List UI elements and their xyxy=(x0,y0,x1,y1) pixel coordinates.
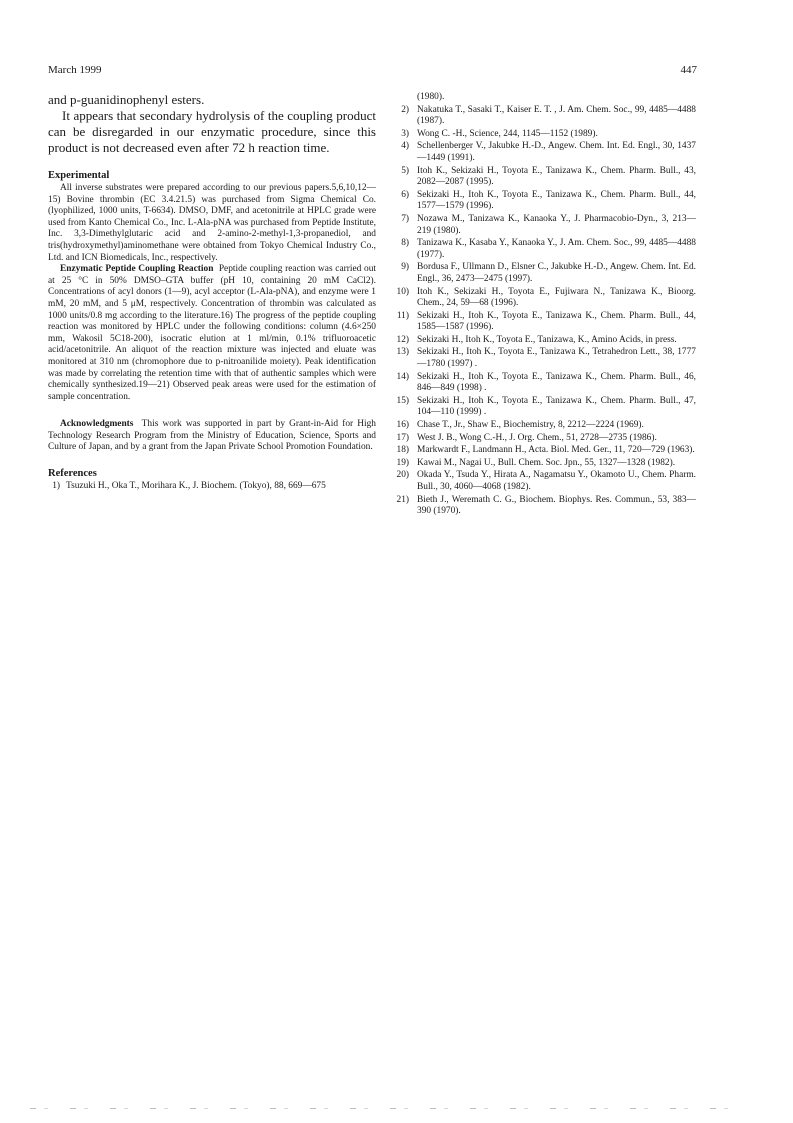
reference-item xyxy=(48,481,376,493)
running-header-date: March 1999 xyxy=(48,64,102,76)
reference-text: Bieth J., Weremath C. G., Biochem. Biophys. Res. Commun., 53, 383—390 (1970). xyxy=(417,494,696,517)
reference-continuation xyxy=(391,92,696,104)
references-heading: References xyxy=(48,468,97,480)
reference-text: Markwardt F., Landmann H., Acta. Biol. Med. Ger., 11, 720—729 (1963). xyxy=(417,445,695,456)
acknowledgments-paragraph xyxy=(48,419,376,454)
reference-item xyxy=(391,347,696,370)
reference-number: 3) xyxy=(401,128,409,139)
reference-text: Kawai M., Nagai U., Bull. Chem. Soc. Jpn., 55, 1327—1328 (1982). xyxy=(417,457,676,468)
reference-text: (1980). xyxy=(417,92,445,102)
reference-item xyxy=(391,262,696,285)
reference-item xyxy=(391,190,696,213)
reference-item xyxy=(391,396,696,419)
reference-text: Tanizawa K., Kasaba Y., Kanaoka Y., J. Am. Chem. Soc., 99, 4485—4488 (1977). xyxy=(417,238,696,260)
reference-number: 1) xyxy=(52,481,60,492)
reference-number: 11) xyxy=(396,310,409,321)
reference-number: 5) xyxy=(401,165,409,176)
reference-item xyxy=(391,420,696,432)
reference-number: 12) xyxy=(396,334,409,345)
reference-number: 7) xyxy=(401,213,409,224)
right-column xyxy=(391,92,696,519)
reference-text: Chase T., Jr., Shaw E., Biochemistry, 8, 2212—2224 (1969). xyxy=(417,420,644,431)
reference-item xyxy=(391,445,696,457)
discussion-paragraph: It appears that secondary hydrolysis of the coupling product can be disregarded in our enzymatic procedure, since this product is not decreased even after 72 h reaction time. xyxy=(48,108,376,155)
reference-text: Itoh K., Sekizaki H., Toyota E., Fujiwara N., Tanizawa K., Bioorg. Chem., 24, 59—68 (1996). xyxy=(417,286,696,309)
reference-number: 13) xyxy=(396,347,409,358)
reference-item xyxy=(391,166,696,189)
reference-item xyxy=(391,335,696,347)
reference-number: 16) xyxy=(396,420,409,431)
reference-text: Sekizaki H., Itoh K., Toyota E., Tanizawa K., Chem. Pharm. Bull., 44, 1585—1587 (1996). xyxy=(417,310,696,333)
reference-number: 10) xyxy=(396,286,409,297)
reference-text: Itoh K., Sekizaki H., Toyota E., Tanizawa K., Chem. Pharm. Bull., 43, 2082—2087 (1995). xyxy=(417,165,696,188)
acknowledgments-heading: Acknowledgments xyxy=(60,419,134,430)
reference-text: Sekizaki H., Itoh K., Toyota E., Tanizawa K., Tetrahedron Lett., 38, 1777—1780 (1997) . xyxy=(417,347,696,370)
reference-number: 14) xyxy=(396,371,409,382)
reference-number: 19) xyxy=(396,457,409,468)
reference-number: 6) xyxy=(401,189,409,200)
reference-item xyxy=(391,238,696,261)
reference-item xyxy=(391,495,696,518)
reference-number: 21) xyxy=(396,494,409,505)
reference-item xyxy=(391,105,696,128)
reference-text: West J. B., Wong C.-H., J. Org. Chem., 51, 2728—2735 (1986). xyxy=(417,432,657,443)
reference-text: Sekizaki H., Itoh K., Toyota E., Tanizawa, K., Amino Acids, in press. xyxy=(417,334,677,345)
reference-number: 2) xyxy=(401,104,409,115)
reference-text: Bordusa F., Ullmann D., Elsner C., Jakubke H.-D., Angew. Chem. Int. Ed. Engl., 36, 2473—2475 (1997). xyxy=(417,262,696,284)
coupling-run-in-heading: Enzymatic Peptide Coupling Reaction xyxy=(60,264,214,275)
reference-text: Tsuzuki H., Oka T., Morihara K., J. Biochem. (Tokyo), 88, 669—675 xyxy=(66,481,326,492)
scan-artifact-divider xyxy=(30,1108,730,1109)
paragraph-end: and p-guanidinophenyl esters. xyxy=(48,92,205,107)
reference-text: Sekizaki H., Itoh K., Toyota E., Tanizawa K., Chem. Pharm. Bull., 46, 846—849 (1998) . xyxy=(417,371,696,394)
reference-number: 9) xyxy=(401,262,409,273)
reference-number: 20) xyxy=(396,470,409,481)
experimental-paragraph: All inverse substrates were prepared according to our previous papers.5,6,10,12—15) Bovine thrombin (EC 3.4.21.5) was purchased from Sigma Chemical Co. (lyophilized, 1000 units, T-6634). DMSO, DMF, and acetonitrile at HPLC grade were used from Kanto Chemical Co., Inc. L-Ala-pNA was purchased from Peptide Institute, Inc. 3,3-Dimethylglutaric acid and 2-amino-2-methyl-1,3-propanediol, and tris(hydroxymethyl)aminomethane were obtained from Tokyo Chemical Industry Co., Ltd. and ICN Biomedicals, Inc., respectively. xyxy=(48,183,376,263)
reference-text: Okada Y., Tsuda Y., Hirata A., Nagamatsu Y., Okamoto U., Chem. Pharm. Bull., 30, 4060—4068 (1982). xyxy=(417,470,696,492)
left-column xyxy=(48,92,376,494)
reference-item xyxy=(391,311,696,334)
reference-item xyxy=(391,458,696,470)
coupling-paragraph xyxy=(48,264,376,403)
reference-item xyxy=(391,287,696,310)
reference-text: Wong C. -H., Science, 244, 1145—1152 (1989). xyxy=(417,128,598,139)
reference-number: 8) xyxy=(401,238,409,249)
reference-item xyxy=(391,141,696,164)
reference-text: Nakatuka T., Sasaki T., Kaiser E. T. , J. Am. Chem. Soc., 99, 4485—4488 (1987). xyxy=(417,104,696,127)
coupling-text: Peptide coupling reaction was carried out at 25 °C in 50% DMSO–GTA buffer (pH 10, containing 20 mM CaCl2). Concentrations of acyl donors (1—9), acyl acceptor (L-Ala-pNA), and enzyme were 1 mM, 20 mM, and 5 μM, respectively. Concentration of thrombin was calculated as 1000 units/0.8 mg according to the literature.16) The progress of the peptide coupling reaction was monitored by HPLC under the following conditions: column (4.6×250 mm, Wakosil 5C18-200), isocratic elution at 1 ml/min, 0.1% trifluoroacetic acid/acetonitrile. An aliquot of the reaction mixture was injected and eluate was monitored at 310 nm (chromophore due to p-nitroanilide moiety). Peak identification was made by correlating the retention time with that of authentic samples which were chemically synthesized.19—21) Observed peak areas were used for the estimation of sample concentration. xyxy=(48,264,377,402)
reference-item xyxy=(391,433,696,445)
reference-text: Schellenberger V., Jakubke H.-D., Angew. Chem. Int. Ed. Engl., 30, 1437—1449 (1991). xyxy=(417,141,696,163)
experimental-heading: Experimental xyxy=(48,170,110,181)
reference-item xyxy=(391,470,696,493)
references-list-left xyxy=(48,481,376,493)
reference-item xyxy=(391,372,696,395)
references-list-right xyxy=(391,92,696,518)
acknowledgments-text: This work was supported in part by Grant-in-Aid for High Technology Research Program from the Ministry of Education, Science, Sports and Culture of Japan, and by a grant from the Japan Private School Promotion Foundation. xyxy=(48,419,376,453)
reference-text: Sekizaki H., Itoh K., Toyota E., Tanizawa K., Chem. Pharm. Bull., 44, 1577—1579 (1996). xyxy=(417,189,696,212)
reference-text: Nozawa M., Tanizawa K., Kanaoka Y., J. Pharmacobio-Dyn., 3, 213—219 (1980). xyxy=(417,213,696,236)
reference-number: 18) xyxy=(396,445,409,456)
reference-text: Sekizaki H., Itoh K., Toyota E., Tanizawa K., Chem. Pharm. Bull., 47, 104—110 (1999) . xyxy=(417,395,696,418)
reference-item xyxy=(391,129,696,141)
reference-number: 15) xyxy=(396,395,409,406)
page-number: 447 xyxy=(680,64,697,76)
reference-number: 17) xyxy=(396,432,409,443)
reference-item xyxy=(391,214,696,237)
reference-number: 4) xyxy=(401,141,409,152)
